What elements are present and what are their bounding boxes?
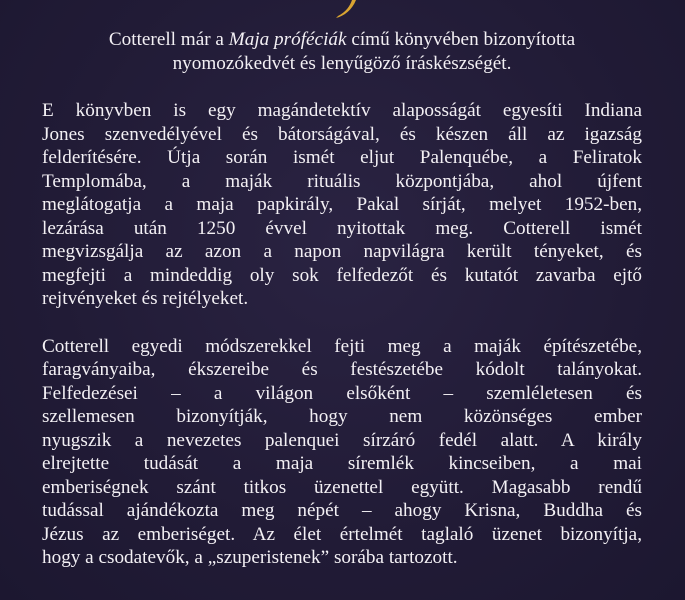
text-line: Felfedezései – a világon elsőként – szemléletesen és — [42, 382, 642, 404]
text-line: Templomába, a maják rituális központjába, ahol újfent — [42, 170, 642, 192]
intro-paragraph — [42, 28, 642, 75]
text-line: megfejti a mindeddig oly sok felfedezőt és kutatót zavarba ejtő — [42, 264, 642, 286]
discovery-paragraph — [42, 335, 642, 570]
text-line: Cotterell egyedi módszerekkel fejti meg a maják építészetébe, — [42, 335, 642, 357]
text-line: faragványaiba, ékszereibe és festészetébe kódolt talányokat. — [42, 359, 642, 380]
text-line: emberiségnek szánt titkos üzenettel együtt. Magasabb rendű — [42, 476, 642, 498]
detective-paragraph — [42, 99, 642, 311]
text-line: Jones szenvedélyével és bátorságával, és készen áll az igazság — [42, 123, 642, 145]
text-line: megvizsgálja az azon a napon napvilágra került tényeket, és — [42, 241, 642, 262]
text-line: E könyvben is egy magándetektív alaposságát egyesíti Indiana — [42, 100, 642, 121]
text-line: tudással ajándékozta meg népét – ahogy Krisna, Buddha és — [42, 500, 642, 521]
text-line: nyugszik a nevezetes palenquei sírzáró fedél alatt. A király — [42, 429, 642, 451]
intro-line-2: nyomozókedvét és lenyűgöző íráskészségét. — [172, 52, 512, 74]
text-line: meglátogatja a maja papkirály, Pakal sírját, melyet 1952-ben, — [42, 194, 642, 215]
text-line: elrejtette tudását a maja síremlék kincseiben, a mai — [42, 453, 642, 474]
intro-line-1: Cotterell már a Maja próféciák című könyvében bizonyította — [108, 29, 576, 50]
back-cover-text — [42, 28, 642, 570]
text-line: lezárása után 1250 évvel nyitottak meg. Cotterell ismét — [42, 217, 642, 239]
text-line: szellemesen bizonyítják, hogy nem közönséges ember — [42, 406, 642, 427]
text-line: Jézus az emberiséget. Az élet értelmét taglaló üzenet bizonyítja, — [42, 523, 642, 545]
text-line: hogy a csodatevők, a „szuperistenek” sorába tartozott. — [42, 547, 458, 568]
text-line: felderítésére. Útja során ismét eljut Palenquébe, a Feliratok — [42, 147, 642, 168]
text-line: rejtvényeket és rejtélyeket. — [42, 288, 249, 309]
top-ornament-fragment — [0, 0, 685, 22]
book-title: Maja próféciák — [228, 29, 347, 50]
